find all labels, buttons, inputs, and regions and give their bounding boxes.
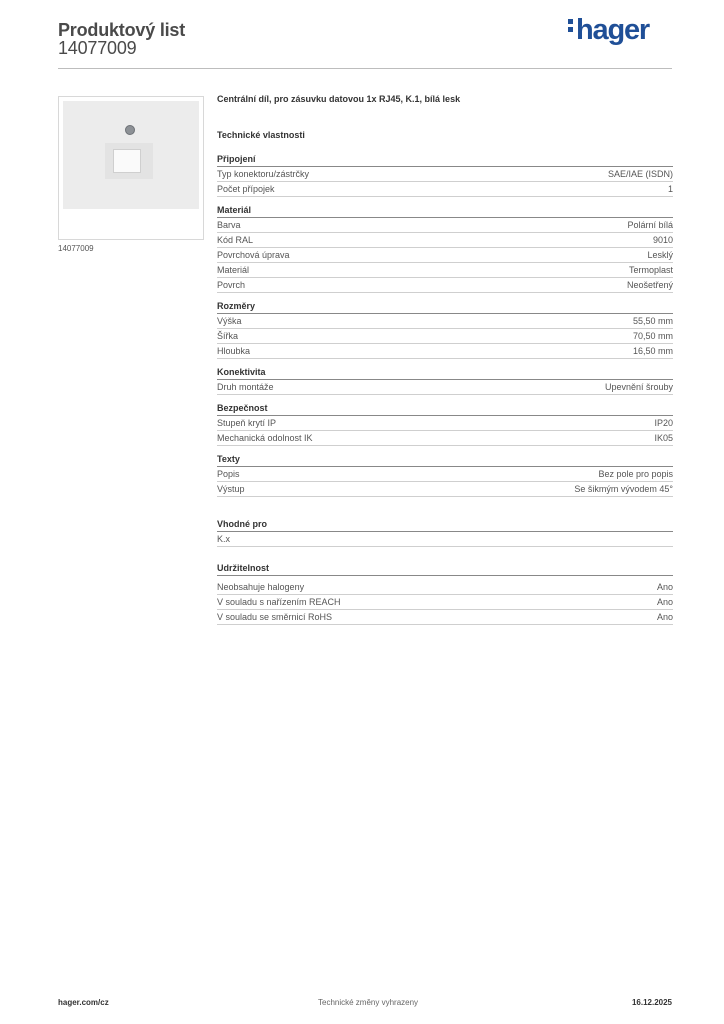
spec-row [217,610,673,625]
spec-value: IP20 [654,418,673,428]
spec-value: Ano [656,597,673,607]
spec-group-udrzitelnost [217,563,673,625]
spec-row [217,182,673,197]
spec-row [217,314,673,329]
logo-dots-icon [568,16,574,35]
footer-website[interactable]: hager.com/cz [58,998,109,1007]
spec-row [217,329,673,344]
spec-label: Výška [217,316,242,326]
spec-label: Neobsahuje halogeny [217,582,305,592]
screw-icon [125,125,135,135]
spec-group-konektivita [217,367,673,395]
spec-value: 9010 [652,235,673,245]
spec-row [217,416,673,431]
spec-label: Druh montáže [217,382,274,392]
spec-label: Materiál [217,265,250,275]
spec-value: Ano [656,612,673,622]
spec-value: Polární bílá [627,220,673,230]
spec-label: K.x [217,534,231,544]
spec-label: Popis [217,469,240,479]
spec-row [217,278,673,293]
spec-group-rozmery [217,301,673,359]
group-heading: Materiál [217,205,673,218]
spec-value: IK05 [654,433,673,443]
spec-row [217,344,673,359]
spec-value: SAE/IAE (ISDN) [607,169,673,179]
group-heading: Bezpečnost [217,403,673,416]
product-image [58,96,204,240]
logo-text: hager [576,14,649,46]
spec-value: Lesklý [647,250,673,260]
spec-label: Kód RAL [217,235,254,245]
spec-value: 70,50 mm [632,331,673,341]
tech-heading: Technické vlastnosti [217,130,305,140]
hager-logo [568,14,649,47]
spec-value: Bez pole pro popis [598,469,673,479]
spec-label: Mechanická odolnost IK [217,433,313,443]
spec-row [217,263,673,278]
spec-row [217,532,673,547]
spec-value: Se šikmým vývodem 45° [574,484,673,494]
spec-label: Barva [217,220,241,230]
spec-row [217,595,673,610]
spec-row [217,248,673,263]
spec-content [217,94,673,633]
spec-label: Povrch [217,280,246,290]
spec-row [217,482,673,497]
spec-row [217,380,673,395]
group-heading: Připojení [217,154,673,167]
header-divider [58,68,672,69]
spec-row [217,233,673,248]
group-heading: Texty [217,454,673,467]
product-number: 14077009 [58,38,137,58]
spec-label: Hloubka [217,346,251,356]
cover-plate-image [63,101,199,209]
spec-group-material [217,205,673,293]
spec-label: Šířka [217,331,239,341]
rj45-socket-icon [113,149,141,173]
group-heading: Konektivita [217,367,673,380]
spec-label: V souladu se směrnicí RoHS [217,612,333,622]
spec-value: 1 [667,184,673,194]
image-caption: 14077009 [58,244,94,253]
spec-label: Počet přípojek [217,184,275,194]
spec-group-vhodne-pro [217,519,673,547]
spec-label: Stupeň krytí IP [217,418,277,428]
spec-group-bezpecnost [217,403,673,446]
spec-row [217,218,673,233]
spec-row [217,431,673,446]
spec-value: Neošetřený [626,280,673,290]
group-heading: Rozměry [217,301,673,314]
spec-value: Upevnění šrouby [604,382,673,392]
spec-value: Ano [656,582,673,592]
page-title: Produktový list [58,20,186,40]
footer-notice: Technické změny vyhrazeny [318,998,419,1007]
spec-value: 55,50 mm [632,316,673,326]
spec-row [217,580,673,595]
group-heading: Udržitelnost [217,563,673,576]
spec-label: Povrchová úprava [217,250,290,260]
footer-date: 16.12.2025 [631,998,672,1007]
spec-value: Termoplast [628,265,673,275]
spec-row [217,467,673,482]
spec-group-pripojeni [217,154,673,197]
spec-group-texty [217,454,673,497]
group-heading: Vhodné pro [217,519,673,532]
spec-label: Typ konektoru/zástrčky [217,169,310,179]
spec-row [217,167,673,182]
product-description: Centrální díl, pro zásuvku datovou 1x RJ45, K.1, bílá lesk [217,94,461,104]
spec-label: V souladu s nařízením REACH [217,597,341,607]
spec-value: 16,50 mm [632,346,673,356]
spec-label: Výstup [217,484,245,494]
